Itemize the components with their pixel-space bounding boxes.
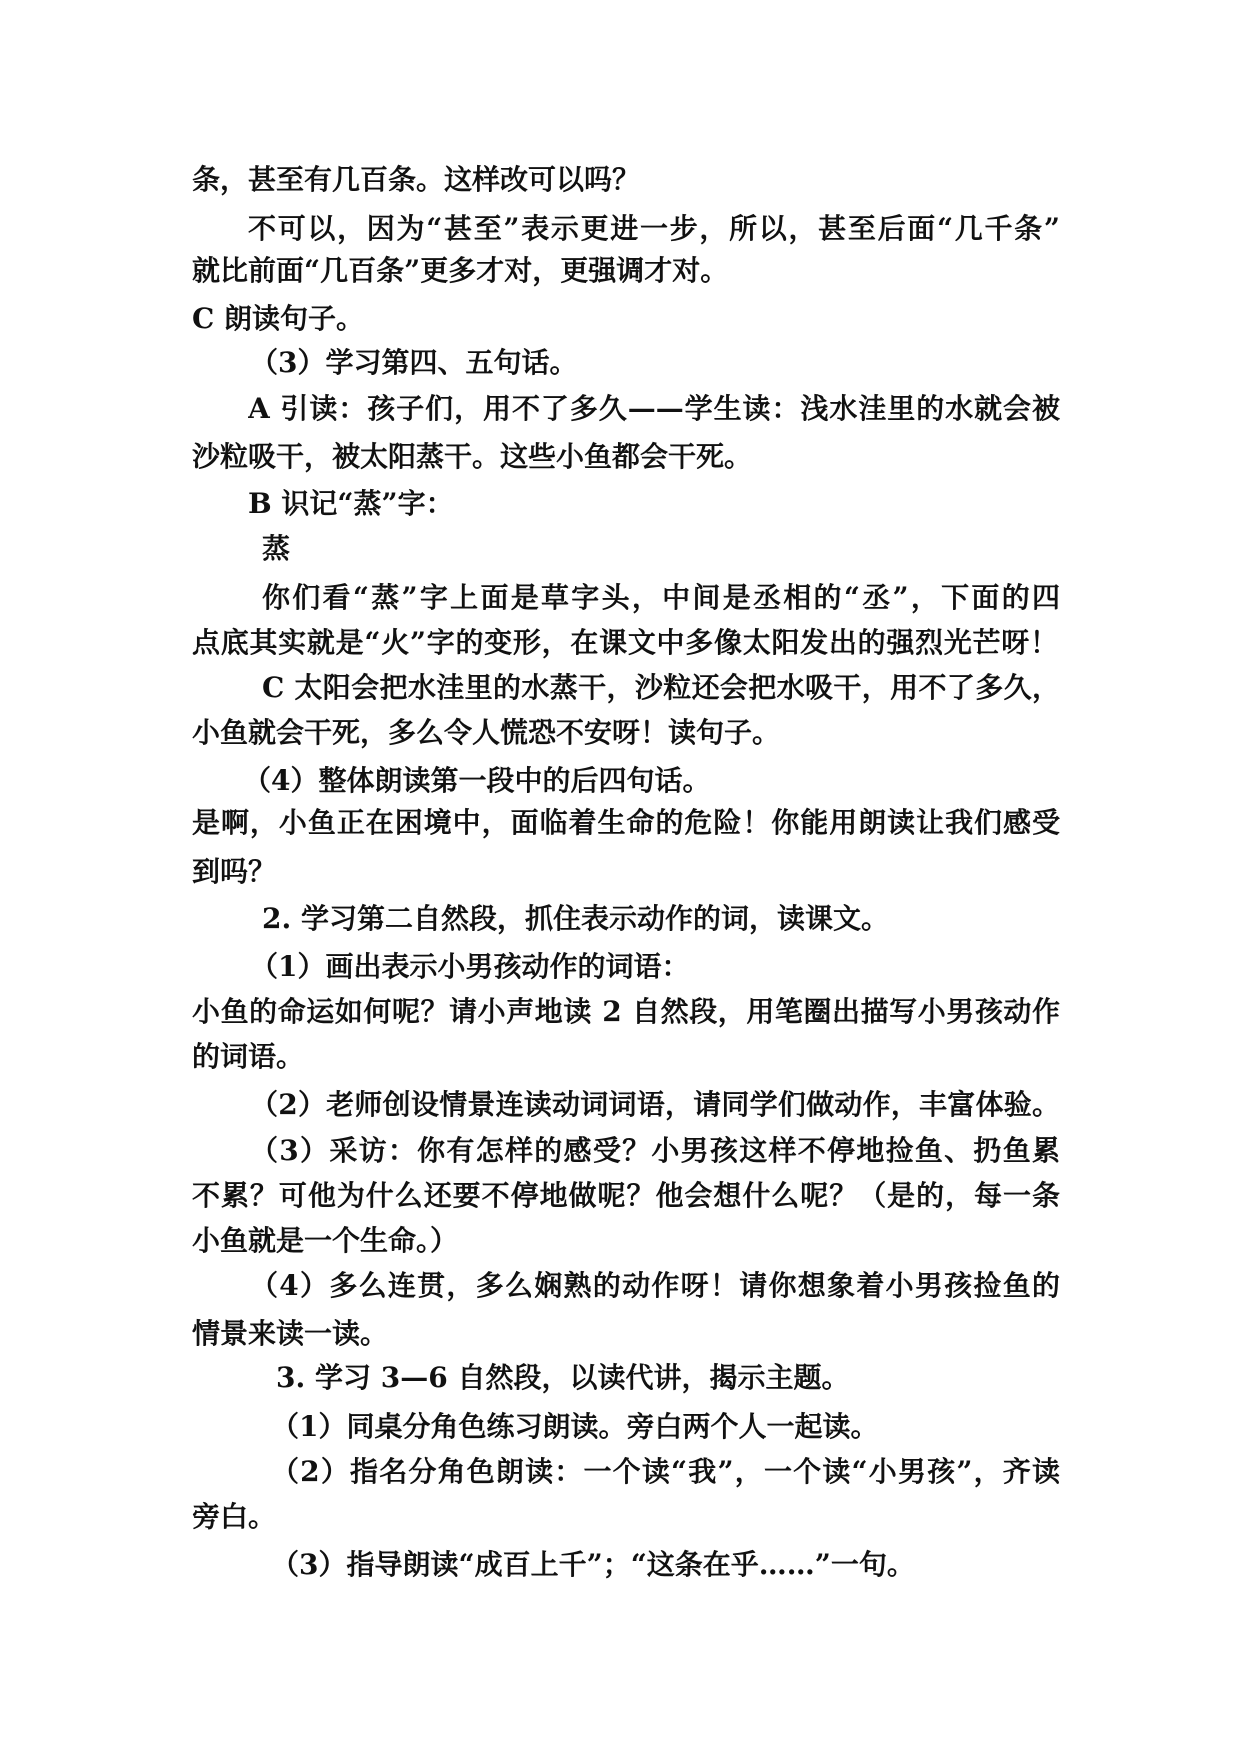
character-example: 蒸 <box>262 532 291 565</box>
text-line: 是啊，小鱼正在困境中，面临着生命的危险！你能用朗读让我们感受 <box>192 806 1060 839</box>
text-line: C 太阳会把水洼里的水蒸干，沙粒还会把水吸干，用不了多久， <box>262 671 1060 704</box>
text-line: C 朗读句子。 <box>192 302 365 335</box>
text-line: 点底其实就是“火”字的变形，在课文中多像太阳发出的强烈光芒呀！ <box>192 626 1058 659</box>
text-line: （3）采访：你有怎样的感受？小男孩这样不停地捡鱼、扔鱼累 <box>250 1134 1060 1167</box>
section-heading: （3）学习第四、五句话。 <box>250 346 578 379</box>
text-line: 条，甚至有几百条。这样改可以吗？ <box>192 163 641 196</box>
section-heading: （4）整体朗读第一段中的后四句话。 <box>243 764 711 797</box>
text-line: （1）同桌分角色练习朗读。旁白两个人一起读。 <box>271 1410 879 1443</box>
text-line: 就比前面“几百条”更多才对，更强调才对。 <box>192 254 729 287</box>
section-heading: （1）画出表示小男孩动作的词语： <box>250 950 690 983</box>
text-line: 小鱼就是一个生命。） <box>192 1224 459 1257</box>
text-line: （2）指名分角色朗读：一个读“我”，一个读“小男孩”，齐读 <box>271 1455 1060 1488</box>
text-line: 你们看“蒸”字上面是草字头，中间是丞相的“丞”，下面的四 <box>262 581 1060 614</box>
text-line: （4）多么连贯，多么娴熟的动作呀！请你想象着小男孩捡鱼的 <box>250 1269 1060 1302</box>
text-line: B 识记“蒸”字： <box>248 487 454 520</box>
text-line: A 引读：孩子们，用不了多久——学生读：浅水洼里的水就会被 <box>248 392 1060 425</box>
text-line: 不累？可他为什么还要不停地做呢？他会想什么呢？（是的，每一条 <box>192 1179 1060 1212</box>
text-line: 沙粒吸干，被太阳蒸干。这些小鱼都会干死。 <box>192 440 753 473</box>
text-line: 旁白。 <box>192 1500 277 1533</box>
text-line: 不可以，因为“甚至”表示更进一步，所以，甚至后面“几千条” <box>248 212 1060 245</box>
text-line: （2）老师创设情景连读动词词语，请同学们做动作，丰富体验。 <box>250 1088 1060 1121</box>
text-line: 小鱼就会干死，多么令人慌恐不安呀！读句子。 <box>192 716 781 749</box>
section-heading: 2. 学习第二自然段，抓住表示动作的词，读课文。 <box>262 902 889 935</box>
text-line: 情景来读一读。 <box>192 1317 389 1350</box>
text-line: 小鱼的命运如何呢？请小声地读 2 自然段，用笔圈出描写小男孩动作 <box>192 995 1060 1028</box>
text-line: （3）指导朗读“成百上千”；“这条在乎……”一句。 <box>271 1548 915 1581</box>
text-line: 到吗？ <box>192 855 277 888</box>
text-line: 的词语。 <box>192 1040 305 1073</box>
section-heading: 3. 学习 3—6 自然段，以读代讲，揭示主题。 <box>276 1361 850 1394</box>
